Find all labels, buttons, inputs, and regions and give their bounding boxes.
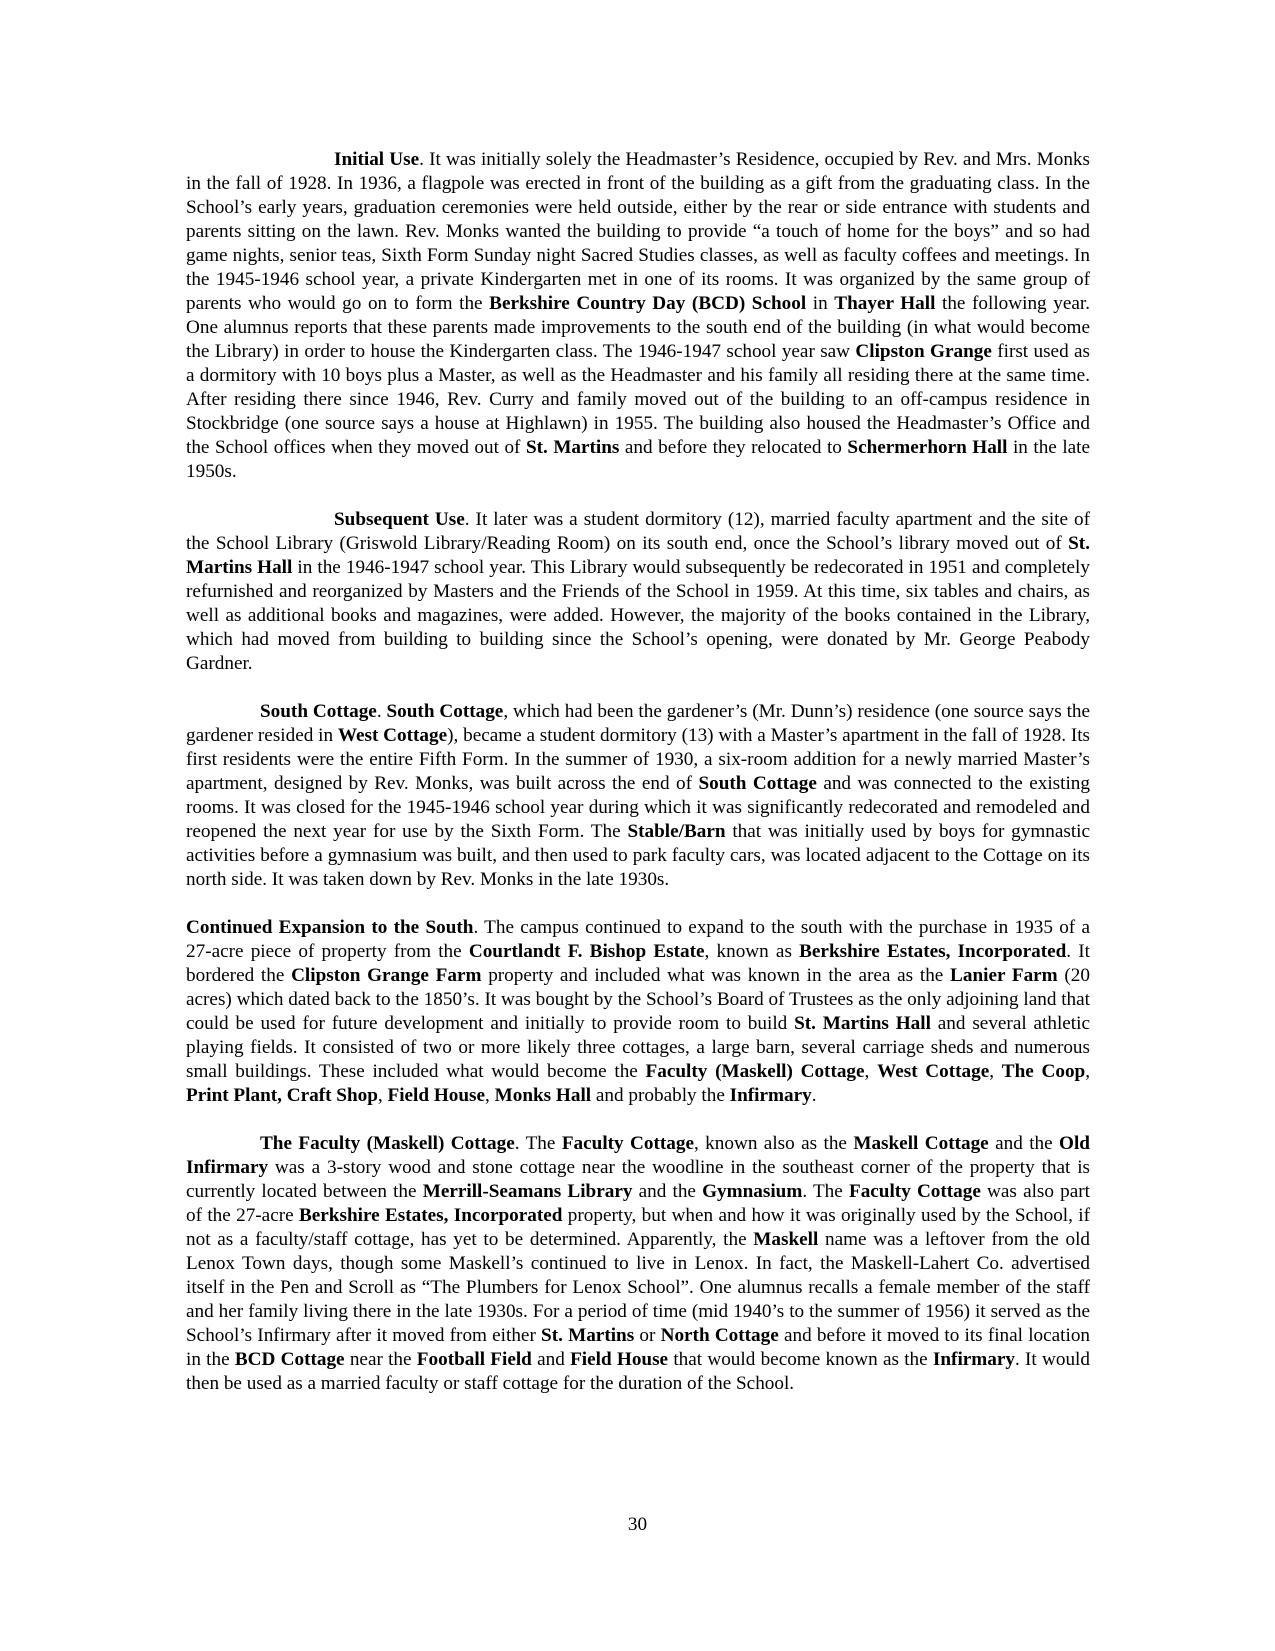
bold-term: St. Martins [525,437,620,458]
bold-term: Initial Use [334,149,420,170]
paragraph-initial-use [186,148,1090,484]
text-run: ), became a student dormitory (13) with a Master’s apartment in the fall of 1928. Its first residents were the entire Fifth Form. In the summer of 1930, a six-room addition for a newly married Master’s apartment, designed by Rev. Monks, was built across the end of [186,725,1091,794]
text-run: . The campus continued to expand to the south with the purchase in 1935 of a 27-acre piece of property from the [186,917,1090,962]
text-run: , known also as the [693,1133,854,1154]
text-run: in the late 1950s. [186,437,1091,482]
paragraph-faculty-cottage [186,1132,1090,1396]
bold-term: Stable/Barn [627,821,726,842]
text-run: the following year. One alumnus reports that these parents made improvements to the south end of the building (in what would become the Library) in order to house the Kindergarten class. The 1946-1947 school year saw [186,293,1090,362]
bold-term: Thayer Hall [834,293,936,314]
text-run: , [989,1061,1002,1082]
text-run: . The [802,1181,849,1202]
bold-term: Schermerhorn Hall [847,437,1008,458]
bold-term: Faculty Cottage [848,1181,981,1202]
bold-term: Clipston Grange Farm [291,965,482,986]
bold-term: Old Infirmary [186,1133,1090,1178]
text-run: first used as a dormitory with 10 boys plus a Master, as well as the Headmaster and his family all residing there at the same time. After residing there since 1946, Rev. Curry and family moved out of the building to an off-campus residence in Stockbridge (one source says a house at Highlawn) in 1955. The building also housed the Headmaster’s Office and the School offices when they moved out of [186,341,1090,458]
bold-term: St. Martins Hall [794,1013,931,1034]
text-run: . It was initially solely the Headmaster’s Residence, occupied by Rev. and Mrs. Monks in the fall of 1928. In 1936, a flagpole was erected in front of the building as a gift from the graduating class. In the School’s early years, graduation ceremonies were held outside, either by the rear or side entrance with students and parents sitting on the lawn. Rev. Monks wanted the building to provide “a touch of home for the boys” and so had game nights, senior teas, Sixth Form Sunday night Sacred Studies classes, as well as faculty coffees and meetings. In the 1945-1946 school year, a private Kindergarten met in one of its rooms. It was organized by the same group of parents who would go on to form the [186,149,1090,314]
bold-term: Football Field [416,1349,532,1370]
text-run: . [376,701,387,722]
bold-term: West Cottage [877,1061,990,1082]
text-run: in [806,293,835,314]
bold-term: West Cottage [337,725,448,746]
text-run: was also part of the 27-acre [186,1181,1090,1226]
text-run: and probably the [591,1085,730,1106]
bold-term: Field House [387,1085,486,1106]
text-run: . The [514,1133,562,1154]
bold-term: BCD Cottage [234,1349,345,1370]
bold-term: Print Plant, Craft Shop [186,1085,378,1106]
bold-term: Clipston Grange [855,341,992,362]
text-run: and the [632,1181,703,1202]
bold-term: Infirmary [729,1085,812,1106]
text-run: , [1085,1061,1091,1082]
text-run: , [485,1085,495,1106]
text-run: and the [988,1133,1060,1154]
bold-term: Monks Hall [494,1085,592,1106]
text-run: and was connected to the existing rooms. It was closed for the 1945-1946 school year during which it was significantly redecorated and remodeled and reopened the next year for use by the Sixth Form. The [186,773,1090,842]
bold-term: The Coop [1001,1061,1086,1082]
bold-term: Courtlandt F. Bishop Estate [468,941,705,962]
bold-term: Berkshire Country Day (BCD) School [489,293,807,314]
bold-term: Faculty (Maskell) Cottage [645,1061,865,1082]
document-body [186,148,1090,1396]
bold-term: South Cottage [698,773,817,794]
text-run: (20 acres) which dated back to the 1850’s. It was bought by the School’s Board of Trustees as the only adjoining land that could be used for future development and initially to provide room to build [186,965,1090,1034]
text-run: , [864,1061,878,1082]
text-run: name was a leftover from the old Lenox Town days, though some Maskell’s continued to live in Lenox. In fact, the Maskell-Lahert Co. advertised itself in the Pen and Scroll as “The Plumbers for Lenox School”. One alumnus recalls a female member of the staff and her family living there in the late 1930s. For a period of time (mid 1940’s to the summer of 1956) it served as the School’s Infirmary after it moved from either [186,1229,1091,1346]
bold-term: Berkshire Estates, Incorporated [799,941,1067,962]
text-run: , [377,1085,388,1106]
bold-term: Subsequent Use [334,509,465,530]
text-run: and several athletic playing fields. It consisted of two or more likely three cottages, a large barn, several carriage sheds and numerous small buildings. These included what would become the [186,1013,1090,1082]
bold-term: St. Martins [541,1325,635,1346]
text-run: near the [344,1349,417,1370]
bold-term: Lanier Farm [950,965,1058,986]
text-run: that was initially used by boys for gymnastic activities before a gymnasium was built, and then used to park faculty cars, was located adjacent to the Cottage on its north side. It was taken down by Rev. Monks in the late 1930s. [186,821,1091,890]
text-run: . It would then be used as a married faculty or staff cottage for the duration of the School. [186,1349,1090,1394]
bold-term: Continued Expansion to the South [186,917,474,938]
text-run: . [811,1085,817,1106]
text-run: , known as [704,941,800,962]
page-number: 30 [627,1514,648,1535]
text-run: property, but when and how it was originally used by the School, if not as a faculty/staff cottage, has yet to be determined. Apparently, the [186,1205,1090,1250]
text-run: or [634,1325,661,1346]
bold-term: Field House [570,1349,669,1370]
bold-term: St. Martins Hall [186,533,1090,578]
bold-term: The Faculty (Maskell) Cottage [260,1133,515,1154]
bold-term: South Cottage [260,701,377,722]
text-run: that would become known as the [668,1349,933,1370]
paragraph-south-cottage [186,700,1090,892]
bold-term: Faculty Cottage [561,1133,694,1154]
bold-term: Berkshire Estates, Incorporated [298,1205,563,1226]
paragraph-continued-expansion [186,916,1090,1108]
text-run: . It bordered the [186,941,1090,986]
paragraph-subsequent-use [186,508,1090,676]
bold-term: Gymnasium [702,1181,803,1202]
text-run: in the 1946-1947 school year. This Library would subsequently be redecorated in 1951 and completely refurnished and reorganized by Masters and the Friends of the School in 1959. At this time, six tables and chairs, as well as additional books and magazines, were added. However, the majority of the books contained in the Library, which had moved from building to building since the School’s opening, were donated by Mr. George Peabody Gardner. [186,557,1090,674]
text-run: , which had been the gardener’s (Mr. Dunn’s) residence (one source says the gardener resided in [186,701,1091,746]
bold-term: Maskell Cottage [853,1133,989,1154]
bold-term: Infirmary [932,1349,1015,1370]
text-run: property and included what was known in the area as the [481,965,951,986]
text-run: was a 3-story wood and stone cottage near the woodline in the southeast corner of the property that is currently located between the [186,1157,1090,1202]
bold-term: South Cottage [386,701,504,722]
text-run: and before they relocated to [619,437,848,458]
bold-term: North Cottage [660,1325,779,1346]
bold-term: Maskell [753,1229,819,1250]
text-run: and before it moved to its final location in the [186,1325,1091,1370]
text-run: . It later was a student dormitory (12), married faculty apartment and the site of the School Library (Griswold Library/Reading Room) on its south end, once the School’s library moved out of [186,509,1090,554]
bold-term: Merrill-Seamans Library [422,1181,633,1202]
text-run: and [531,1349,571,1370]
